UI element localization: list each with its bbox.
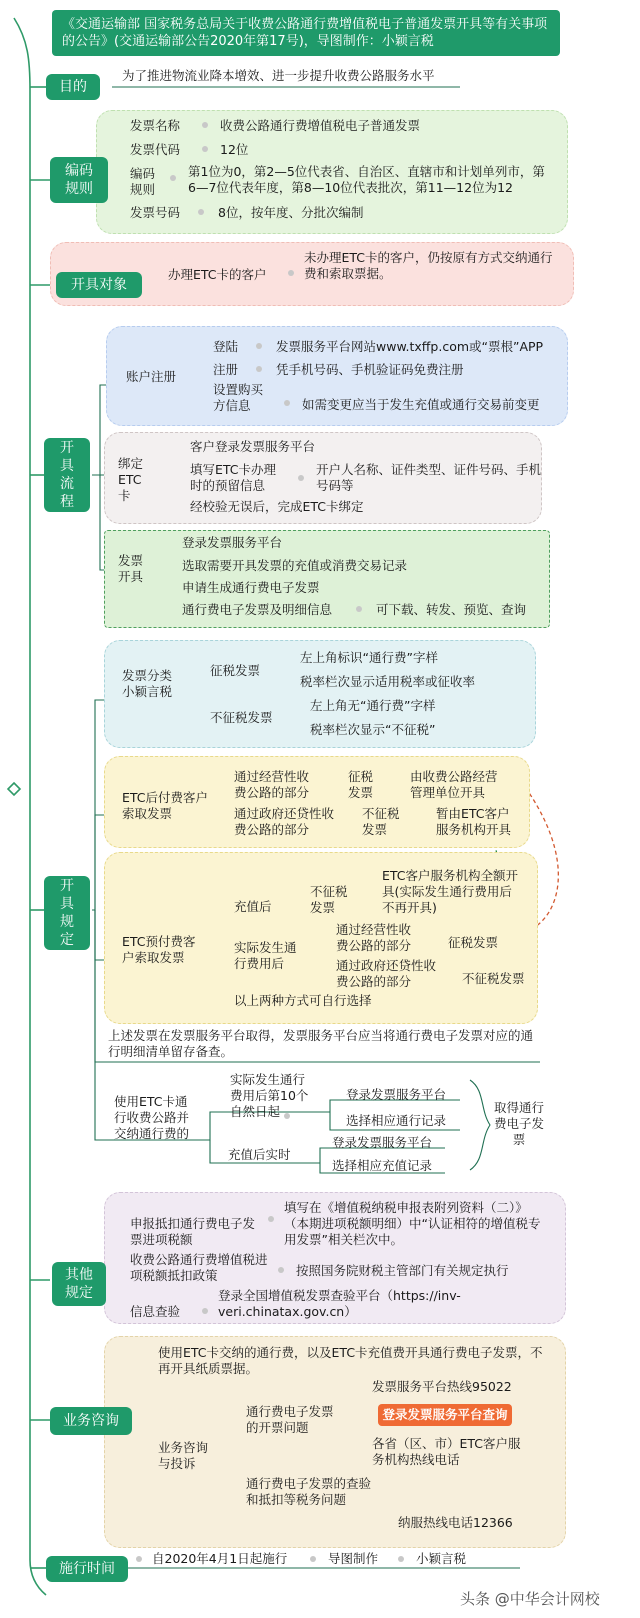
bullet-dot xyxy=(284,1113,290,1119)
topic-target[interactable]: 开具对象 xyxy=(56,272,142,298)
consult-q1-a: 发票服务平台热线95022 xyxy=(372,1379,512,1394)
coding-key-name: 发票名称 xyxy=(130,118,181,133)
bullet-dot xyxy=(256,366,262,372)
bullet-dot xyxy=(202,1308,208,1314)
prepaid-choose: 以上两种方式可自行选择 xyxy=(234,993,372,1008)
usage-after-actual: 实际发生通行费用后第10个自然日起 xyxy=(230,1072,309,1119)
other-r1: 申报抵扣通行费电子发票进项税额 xyxy=(130,1216,256,1247)
platform-note: 上述发票在发票服务平台取得，发票服务平台应当将通行费电子发票对应的通行明细清单留存备查。 xyxy=(108,1028,534,1059)
topic-consult[interactable]: 业务咨询 xyxy=(50,1407,132,1435)
bullet-dot xyxy=(284,400,290,406)
bullet-dot xyxy=(136,1556,142,1562)
purpose-text: 为了推进物流业降本增效、进一步提升收费公路服务水平 xyxy=(122,68,435,83)
topic-purpose[interactable]: 目的 xyxy=(46,74,100,100)
coding-value-name: 收费公路通行费增值税电子普通发票 xyxy=(220,118,421,133)
postpaid-r1-c: 由收费公路经营管理单位开具 xyxy=(410,769,498,800)
target-note: 未办理ETC卡的客户，仍按原有方式交纳通行费和索取票据。 xyxy=(304,250,553,281)
bind-step2: 填写ETC卡办理时的预留信息 xyxy=(190,462,277,493)
prepaid-recharge-b: 不征税发票 xyxy=(310,884,348,915)
watermark-logo: 头条 @中华会计网校 xyxy=(460,1590,600,1608)
classify-taxed-1: 左上角标识“通行费”字样 xyxy=(300,650,438,665)
target-item: 办理ETC卡的客户 xyxy=(168,267,267,282)
issue-step4: 通行费电子发票及明细信息 xyxy=(182,602,333,617)
bind-step3: 经校验无误后，完成ETC卡绑定 xyxy=(190,499,364,514)
date-made: 导图制作 xyxy=(328,1551,379,1566)
postpaid-r2-b: 不征税发票 xyxy=(362,806,400,837)
postpaid-label: ETC后付费客户索取发票 xyxy=(122,790,209,821)
prepaid-a1: 通过经营性收费公路的部分 xyxy=(336,922,412,953)
coding-key-number: 发票号码 xyxy=(130,205,181,220)
consult-sub: 业务咨询与投诉 xyxy=(158,1440,209,1471)
classify-label: 发票分类小颖言税 xyxy=(122,668,173,699)
bullet-dot xyxy=(298,475,304,481)
bullet-dot xyxy=(256,343,262,349)
platform-query-button[interactable]: 登录发票服务平台查询 xyxy=(378,1404,512,1426)
prepaid-a2-b: 不征税发票 xyxy=(462,971,525,986)
prepaid-a2: 通过政府还贷性收费公路的部分 xyxy=(336,958,437,989)
classify-untaxed: 不征税发票 xyxy=(210,710,273,725)
usage-label: 使用ETC卡通行收费公路并交纳通行费的 xyxy=(114,1094,190,1141)
prepaid-recharge-c: ETC客户服务机构全额开具(实际发生通行费用后不再开具) xyxy=(382,868,519,915)
bullet-dot xyxy=(268,1216,274,1222)
bullet-dot xyxy=(202,146,208,152)
usage-result: 取得通行费电子发票 xyxy=(494,1100,545,1147)
topic-coding-rules[interactable]: 编码规则 xyxy=(50,157,108,203)
usage-aa2: 选择相应通行记录 xyxy=(346,1113,447,1128)
classify-taxed: 征税发票 xyxy=(210,663,261,678)
issue-step3: 申请生成通行费电子发票 xyxy=(182,580,320,595)
prepaid-label: ETC预付费客户索取发票 xyxy=(122,934,196,965)
coding-key-code: 发票代码 xyxy=(130,142,181,157)
topic-rules[interactable]: 开具规定 xyxy=(44,876,90,950)
usage-realtime: 充值后实时 xyxy=(228,1147,291,1162)
issue-step1: 登录发票服务平台 xyxy=(182,535,283,550)
topic-date[interactable]: 施行时间 xyxy=(46,1556,128,1582)
classify-untaxed-2: 税率栏次显示“不征税” xyxy=(310,722,436,737)
bind-step1: 客户登录发票服务平台 xyxy=(190,439,316,454)
account-buyer-value: 如需变更应当于发生充值或通行交易前变更 xyxy=(302,397,540,412)
bind-label: 绑定ETC卡 xyxy=(118,456,144,503)
issue-step2: 选取需要开具发票的充值或消费交易记录 xyxy=(182,558,408,573)
page-title: 《交通运输部 国家税务总局关于收费公路通行费增值税电子普通发票开具等有关事项的公告》(交通运输部公告2020年第17号)，导图制作：小颖言税 xyxy=(52,10,560,56)
consult-note: 使用ETC卡交纳的通行费，以及ETC卡充值费开具通行费电子发票，不再开具纸质票据。 xyxy=(158,1345,543,1376)
account-label: 账户注册 xyxy=(126,369,177,384)
account-login: 登陆 xyxy=(213,339,239,354)
coding-key-rule: 编码规则 xyxy=(130,166,156,197)
usage-rt2: 选择相应充值记录 xyxy=(332,1158,433,1173)
bullet-dot xyxy=(288,270,294,276)
bullet-dot xyxy=(398,1556,404,1562)
account-buyer: 设置购买方信息 xyxy=(213,382,264,413)
topic-other[interactable]: 其他规定 xyxy=(52,1262,106,1306)
bullet-dot xyxy=(198,209,204,215)
usage-aa1: 登录发票服务平台 xyxy=(346,1087,447,1102)
consult-q2-a: 纳服热线电话12366 xyxy=(398,1515,513,1530)
coding-value-code: 12位 xyxy=(220,142,249,157)
bullet-dot xyxy=(202,122,208,128)
other-r2-value: 按照国务院财税主管部门有关规定执行 xyxy=(296,1263,509,1278)
account-register: 注册 xyxy=(213,362,239,377)
consult-q1-b: 各省（区、市）ETC客户服务机构热线电话 xyxy=(372,1436,521,1467)
account-register-value: 凭手机号码、手机验证码免费注册 xyxy=(276,362,464,377)
topic-process[interactable]: 开具流程 xyxy=(44,438,90,512)
date-author: 小颖言税 xyxy=(416,1551,467,1566)
classify-untaxed-1: 左上角无“通行费”字样 xyxy=(310,698,436,713)
account-login-value: 发票服务平台网站www.txffp.com或“票根”APP xyxy=(276,339,544,354)
postpaid-r2-c: 暂由ETC客户服务机构开具 xyxy=(436,806,512,837)
bullet-dot xyxy=(310,1556,316,1562)
prepaid-a1-b: 征税发票 xyxy=(448,935,499,950)
bind-step2-value: 开户人名称、证件类型、证件号码、手机号码等 xyxy=(316,462,542,493)
bullet-dot xyxy=(356,606,362,612)
coding-value-rule: 第1位为0，第2—5位代表省、自治区、直辖市和计划单列市，第6—7位代表年度，第8—10位代表批次，第11—12位为12 xyxy=(188,164,545,195)
prepaid-actual: 实际发生通行费用后 xyxy=(234,940,297,971)
consult-q2: 通行费电子发票的查验和抵扣等税务问题 xyxy=(246,1476,372,1507)
prepaid-recharge: 充值后 xyxy=(234,899,272,914)
issue-step4-value: 可下载、转发、预览、查询 xyxy=(376,602,527,617)
postpaid-r1-a: 通过经营性收费公路的部分 xyxy=(234,769,310,800)
coding-value-number: 8位，按年度、分批次编制 xyxy=(218,205,364,220)
postpaid-r1-b: 征税发票 xyxy=(348,769,374,800)
bullet-dot xyxy=(170,175,176,181)
issue-label: 发票开具 xyxy=(118,553,144,584)
other-r3: 信息查验 xyxy=(130,1304,181,1319)
classify-taxed-2: 税率栏次显示适用税率或征收率 xyxy=(300,674,476,689)
bullet-dot xyxy=(278,1267,284,1273)
date-value: 自2020年4月1日起施行 xyxy=(152,1551,288,1566)
postpaid-r2-a: 通过政府还贷性收费公路的部分 xyxy=(234,806,335,837)
other-r3-value: 登录全国增值税发票查验平台（https://inv-veri.chinatax.gov.cn） xyxy=(218,1288,461,1319)
other-r1-value: 填写在《增值税纳税申报表附列资料（二）》（本期进项税额明细）中“认证相符的增值税专用发票”相关栏次中。 xyxy=(284,1200,541,1247)
consult-q1: 通行费电子发票的开票问题 xyxy=(246,1404,334,1435)
usage-rt1: 登录发票服务平台 xyxy=(332,1135,433,1150)
other-r2: 收费公路通行费增值税进项税额抵扣政策 xyxy=(130,1252,268,1283)
